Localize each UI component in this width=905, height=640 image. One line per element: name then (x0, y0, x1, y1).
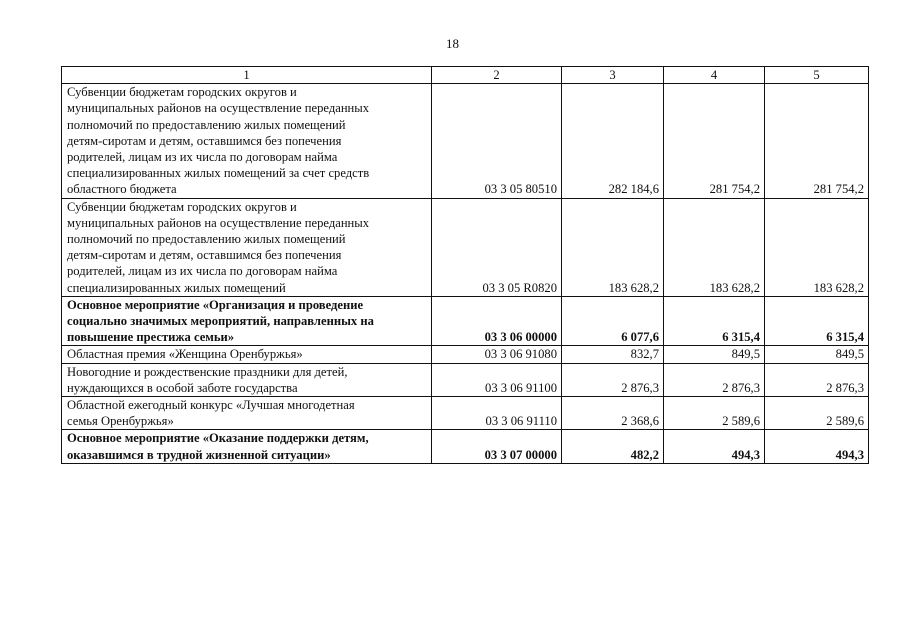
row-value-col5: 2 876,3 (765, 363, 869, 396)
row-value-col4: 2 876,3 (664, 363, 765, 396)
row-name: Новогодние и рождественские праздники для детей, нуждающихся в особой заботе государства (67, 364, 348, 395)
row-value-col4: 849,5 (664, 346, 765, 363)
table-row-main-activity (62, 296, 869, 346)
row-name: Областная премия «Женщина Оренбуржья» (67, 347, 303, 362)
row-value-col5: 6 315,4 (765, 296, 869, 346)
row-name: Субвенции бюджетам городских округов и муниципальных районов на осуществление переданных полномочий по предоставлению жилых помещений детям-сиротам и детям, оставшимся без попечения родителей, лицам из их числа по договорам найма специализированных жилых помещений за счет средств областного бюджета (67, 85, 370, 197)
column-header-4: 4 (664, 67, 765, 84)
row-value-col4: 281 754,2 (664, 84, 765, 198)
table-row (62, 198, 869, 296)
row-code: 03 3 06 91100 (432, 363, 562, 396)
table-row (62, 363, 869, 396)
row-value-col5: 849,5 (765, 346, 869, 363)
column-header-2: 2 (432, 67, 562, 84)
row-value-col4: 183 628,2 (664, 198, 765, 296)
column-header-3: 3 (562, 67, 664, 84)
row-value-col5: 494,3 (765, 430, 869, 463)
row-name: Основное мероприятие «Организация и проведение социально значимых мероприятий, направленных на повышение престижа семьи» (67, 297, 374, 345)
row-code: 03 3 05 80510 (432, 84, 562, 198)
row-code: 03 3 06 91080 (432, 346, 562, 363)
budget-table (61, 66, 869, 464)
row-code: 03 3 05 R0820 (432, 198, 562, 296)
table-row-main-activity (62, 430, 869, 463)
row-code: 03 3 06 00000 (432, 296, 562, 346)
row-value-col3: 183 628,2 (562, 198, 664, 296)
table-row (62, 397, 869, 430)
row-value-col5: 281 754,2 (765, 84, 869, 198)
table-header-row (62, 67, 869, 84)
table-row (62, 84, 869, 198)
row-code: 03 3 06 91110 (432, 397, 562, 430)
table-row (62, 346, 869, 363)
column-header-5: 5 (765, 67, 869, 84)
row-name: Областной ежегодный конкурс «Лучшая многодетная семья Оренбуржья» (67, 398, 355, 429)
row-value-col5: 2 589,6 (765, 397, 869, 430)
row-name: Субвенции бюджетам городских округов и муниципальных районов на осуществление переданных полномочий по предоставлению жилых помещений детям-сиротам и детям, оставшимся без попечения родителей, лицам из их числа по договорам найма специализированных жилых помещений (67, 199, 370, 295)
row-value-col3: 832,7 (562, 346, 664, 363)
page-number: 18 (446, 36, 459, 51)
row-code: 03 3 07 00000 (432, 430, 562, 463)
row-value-col5: 183 628,2 (765, 198, 869, 296)
row-value-col3: 282 184,6 (562, 84, 664, 198)
row-value-col4: 6 315,4 (664, 296, 765, 346)
row-value-col3: 2 368,6 (562, 397, 664, 430)
column-header-1: 1 (62, 67, 432, 84)
row-value-col3: 6 077,6 (562, 296, 664, 346)
row-value-col4: 494,3 (664, 430, 765, 463)
row-value-col3: 482,2 (562, 430, 664, 463)
row-value-col3: 2 876,3 (562, 363, 664, 396)
row-value-col4: 2 589,6 (664, 397, 765, 430)
row-name: Основное мероприятие «Оказание поддержки детям, оказавшимся в трудной жизненной ситуации» (67, 431, 369, 462)
